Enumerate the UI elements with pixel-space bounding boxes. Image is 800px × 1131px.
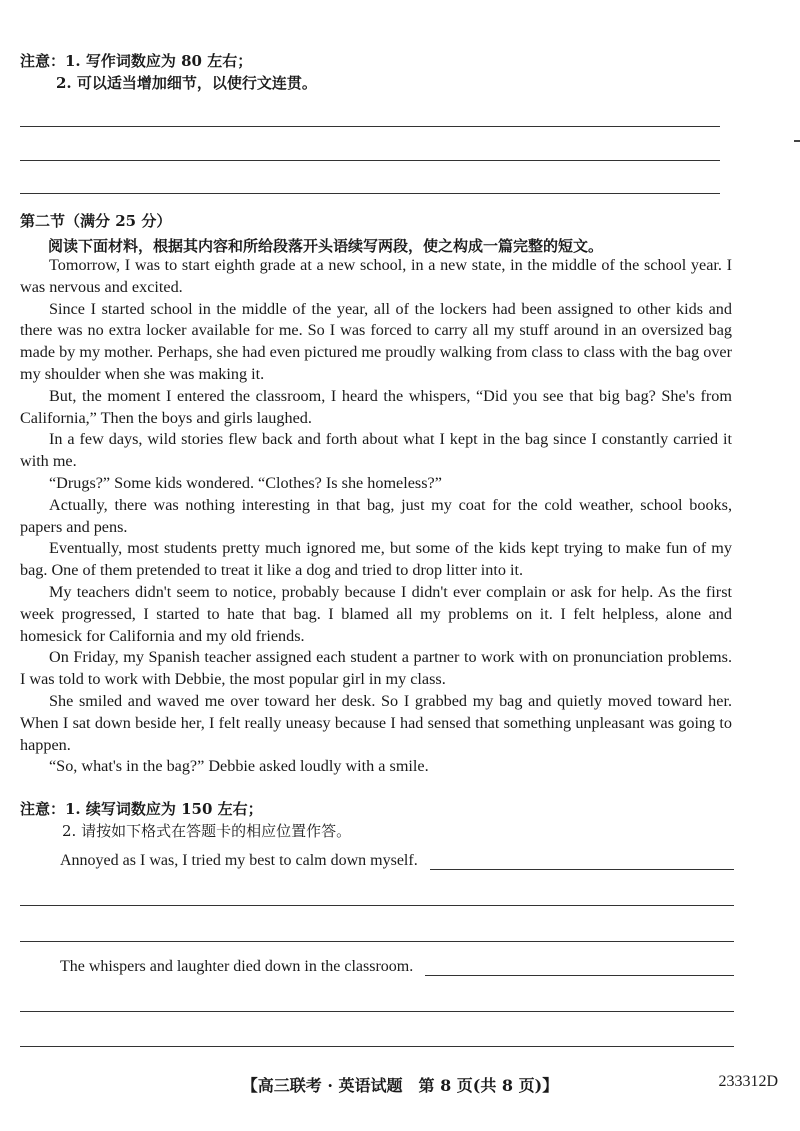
passage-paragraph: Tomorrow, I was to start eighth grade at a new school, in a new state, in the middle of the school year. I was nervous and excited. [20, 256, 732, 296]
prompt-1-text: Annoyed as I was, I tried my best to calm down myself. [60, 852, 418, 869]
writing-line [20, 941, 734, 942]
note-continuation-count: 注意：1. 续写词数应为 150 左右； [20, 800, 263, 818]
answer-line-1 [20, 126, 720, 127]
passage-paragraph: On Friday, my Spanish teacher assigned each student a partner to work with on pronunciation problems. I was told to work with Debbie, the most popular girl in my class. [20, 648, 732, 689]
exam-code: 233312D [718, 1073, 778, 1090]
writing-line [20, 1046, 734, 1047]
paragraph-1-prompt [60, 852, 734, 870]
prompt-2-blank [425, 961, 734, 976]
paragraph-2-prompt [60, 958, 734, 976]
prompt-2-text: The whispers and laughter died down in the classroom. [60, 958, 414, 975]
answer-line-2 [20, 160, 720, 161]
passage-paragraph: In a few days, wild stories flew back and forth about what I kept in the bag since I constantly carried it with me. [20, 430, 732, 471]
answer-line-3 [20, 193, 720, 194]
scan-edge-mark [794, 140, 800, 142]
passage-paragraph: “So, what's in the bag?” Debbie asked loudly with a smile. [49, 757, 429, 776]
writing-notes [20, 50, 317, 94]
writing-line [20, 905, 734, 906]
writing-line [20, 1011, 734, 1012]
note-format: 2. 请按如下格式在答题卡的相应位置作答。 [62, 822, 352, 840]
passage-paragraph: But, the moment I entered the classroom, I heard the whispers, “Did you see that big bag? She's from California,” Then the boys and girls laughed. [20, 386, 732, 427]
note-details: 2. 可以适当增加细节，以使行文连贯。 [56, 74, 317, 92]
passage-paragraph: “Drugs?” Some kids wondered. “Clothes? Is she homeless?” [49, 473, 442, 492]
passage-paragraph: Eventually, most students pretty much ignored me, but some of the kids kept trying to make fun of my bag. One of them pretended to treat it like a dog and tried to drop litter into it. [20, 539, 732, 580]
passage-paragraph: She smiled and waved me over toward her desk. So I grabbed my bag and quietly moved toward her. When I sat down beside her, I felt really uneasy because I had sensed that something unpleasant was going to happen. [20, 691, 732, 754]
continuation-notes [20, 798, 351, 842]
section-instruction: 阅读下面材料，根据其内容和所给段落开头语续写两段，使之构成一篇完整的短文。 [48, 237, 604, 255]
reading-passage [20, 255, 732, 778]
page-footer: 【高三联考 · 英语试题 第 8 页(共 8 页)】 [241, 1076, 559, 1095]
passage-paragraph: Since I started school in the middle of the year, all of the lockers had been assigned to other kids and there was no extra locker available for me. So I was forced to carry all my stuff around in an oversized bag made by my mother. Perhaps, she had even pictured me proudly walking from class to class with the bag over my shoulder when she was making it. [20, 299, 732, 383]
section-title: 第二节（满分 25 分） [20, 212, 172, 230]
passage-paragraph: Actually, there was nothing interesting in that bag, just my coat for the cold weather, school books, papers and pens. [20, 495, 732, 536]
note-word-count: 注意：1. 写作词数应为 80 左右； [20, 52, 253, 70]
prompt-1-blank [430, 855, 734, 870]
passage-paragraph: My teachers didn't seem to notice, probably because I didn't ever complain or ask for help. As the first week progressed, I started to hate that bag. I blamed all my problems on it. I felt helpless, alone and homesick for California and my old friends. [20, 582, 732, 645]
